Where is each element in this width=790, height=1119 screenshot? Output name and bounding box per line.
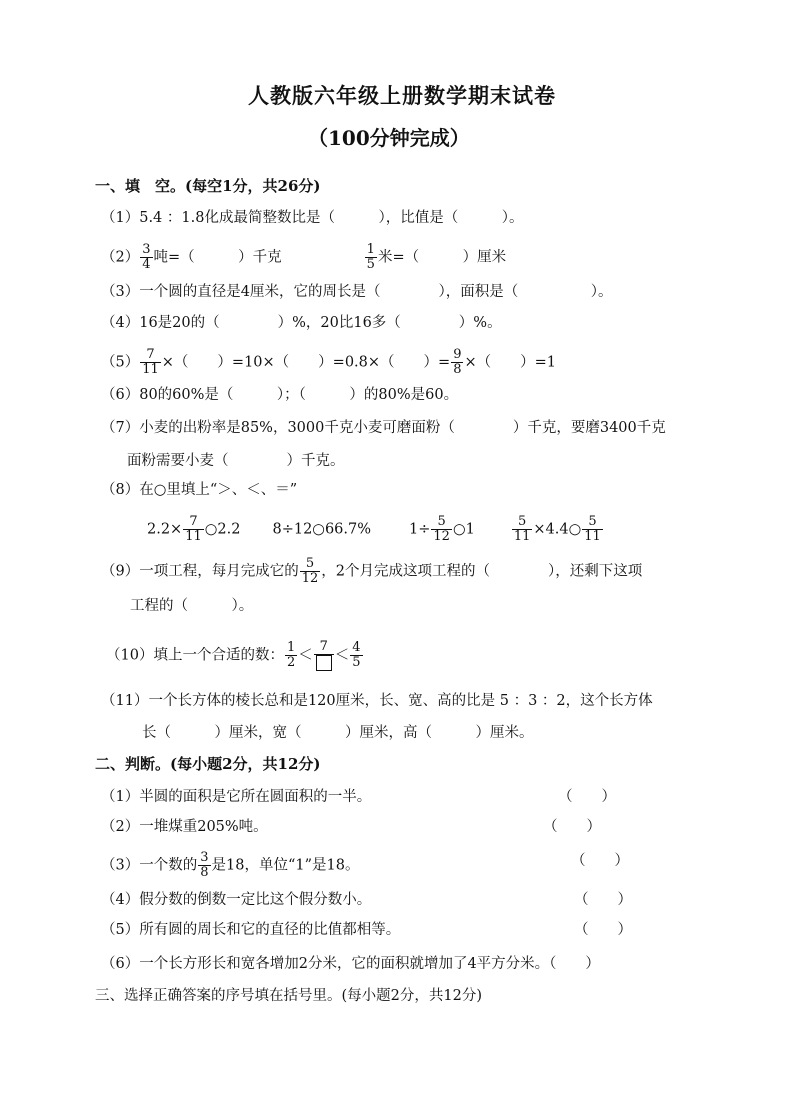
question-1-2 [101,243,506,272]
question-2-2: （2）一堆煤重205%吨。 [101,819,268,835]
question-number: （2） [101,249,140,266]
comparison-text: 8÷12○66.7% [272,521,372,538]
fraction: $\frac{7}{11}$ [142,347,159,377]
answer-box[interactable] [316,655,332,671]
question-1-7-line2: 面粉需要小麦（ ）千克。 [127,453,345,469]
question-text: 米=（ ）厘米 [377,249,507,266]
page-title: 人教版六年级上册数学期末试卷 [248,83,556,108]
comparison-text: 2.2× [147,521,183,538]
question-1-5 [101,348,556,377]
question-text: （9）一项工程，每月完成它的 [101,563,299,580]
question-2-5: （5）所有圆的周长和它的直径的比值都相等。 [101,922,401,938]
answer-paren[interactable]: （ ） [571,853,629,869]
less-than: ＜ [334,647,350,664]
question-1-4: （4）16是20的（ ）%，20比16多（ ）%。 [101,315,502,331]
fraction: $\frac{5}{12}$ [301,556,319,586]
question-1-9-line1 [101,557,642,586]
question-text: ×（ ）=1 [464,354,556,371]
page-subtitle: （100分钟完成） [308,126,470,150]
less-than: ＜ [298,647,313,664]
answer-paren[interactable]: （ ） [558,789,616,805]
comparison-text: ○1 [452,521,475,538]
question-1-6: （6）80的60%是（ ）；（ ）的80%是60。 [101,387,459,403]
question-text: （10）填上一个合适的数： [106,647,284,664]
question-2-4: （4）假分数的倒数一定比这个假分数小。 [101,892,372,908]
fraction: $\frac{3}{4}$ [142,242,151,272]
fraction: $\frac{5}{11}$ [513,514,531,544]
fraction: $\frac{9}{8}$ [453,347,462,377]
comparison-text: ○2.2 [204,521,241,538]
fraction-with-blank: 7 [314,640,334,671]
section-2-heading: 二、判断。(每小题2分，共12分) [95,755,321,773]
comparison-text: 1÷ [409,521,431,538]
fraction: $\frac{7}{11}$ [185,514,202,544]
question-2-3 [101,851,359,880]
question-1-10 [106,640,364,671]
question-1-1: （1）5.4 ：1.8化成最简整数比是（ ），比值是（ ）。 [101,210,524,226]
fraction: $\frac{5}{12}$ [433,514,450,544]
question-1-8-comparisons [147,515,604,544]
question-2-1: （1）半圆的面积是它所在圆面积的一半。 [101,789,372,805]
comparison-text: ×4.4○ [533,521,582,538]
section-3-heading: 三、选择正确答案的序号填在括号里。(每小题2分，共12分) [95,988,482,1004]
fraction: $\frac{3}{8}$ [200,850,209,880]
fraction: $\frac{1}{5}$ [366,242,375,272]
question-1-7-line1: （7）小麦的出粉率是85%，3000千克小麦可磨面粉（ ）千克，要磨3400千克 [101,420,666,436]
fraction: $\frac{1}{2}$ [286,640,296,670]
question-text: ，2个月完成这项工程的（ ），还剩下这项 [321,563,643,580]
question-text: （3）一个数的 [101,857,198,874]
fraction: $\frac{4}{5}$ [352,640,361,670]
answer-paren[interactable]: （ ） [574,922,632,938]
answer-paren[interactable]: （ ） [574,892,632,908]
question-1-9-line2: 工程的（ ）。 [130,598,254,614]
question-text: ×（ ）=10×（ ）=0.8×（ ）= [161,354,451,371]
question-1-11-line1: （11）一个长方体的棱长总和是120厘米，长、宽、高的比是 5 ：3 ：2，这个长方体 [101,693,653,709]
question-1-11-line2: 长（ ）厘米，宽（ ）厘米，高（ ）厘米。 [142,725,534,741]
question-number: （5） [101,354,140,371]
question-text: 是18，单位“1”是18。 [211,857,360,874]
section-1-heading: 一、填 空。(每空1分，共26分) [95,177,321,195]
fraction: $\frac{5}{11}$ [584,514,601,544]
question-2-6: （6）一个长方形长和宽各增加2分米，它的面积就增加了4平方分米。（ ） [101,956,600,972]
question-1-3: （3）一个圆的直径是4厘米，它的周长是（ ），面积是（ ）。 [101,284,613,300]
answer-paren[interactable]: （ ） [543,819,601,835]
question-1-8: （8）在○里填上“＞、＜、＝” [101,482,298,498]
question-text: 吨=（ ）千克 [153,249,282,266]
